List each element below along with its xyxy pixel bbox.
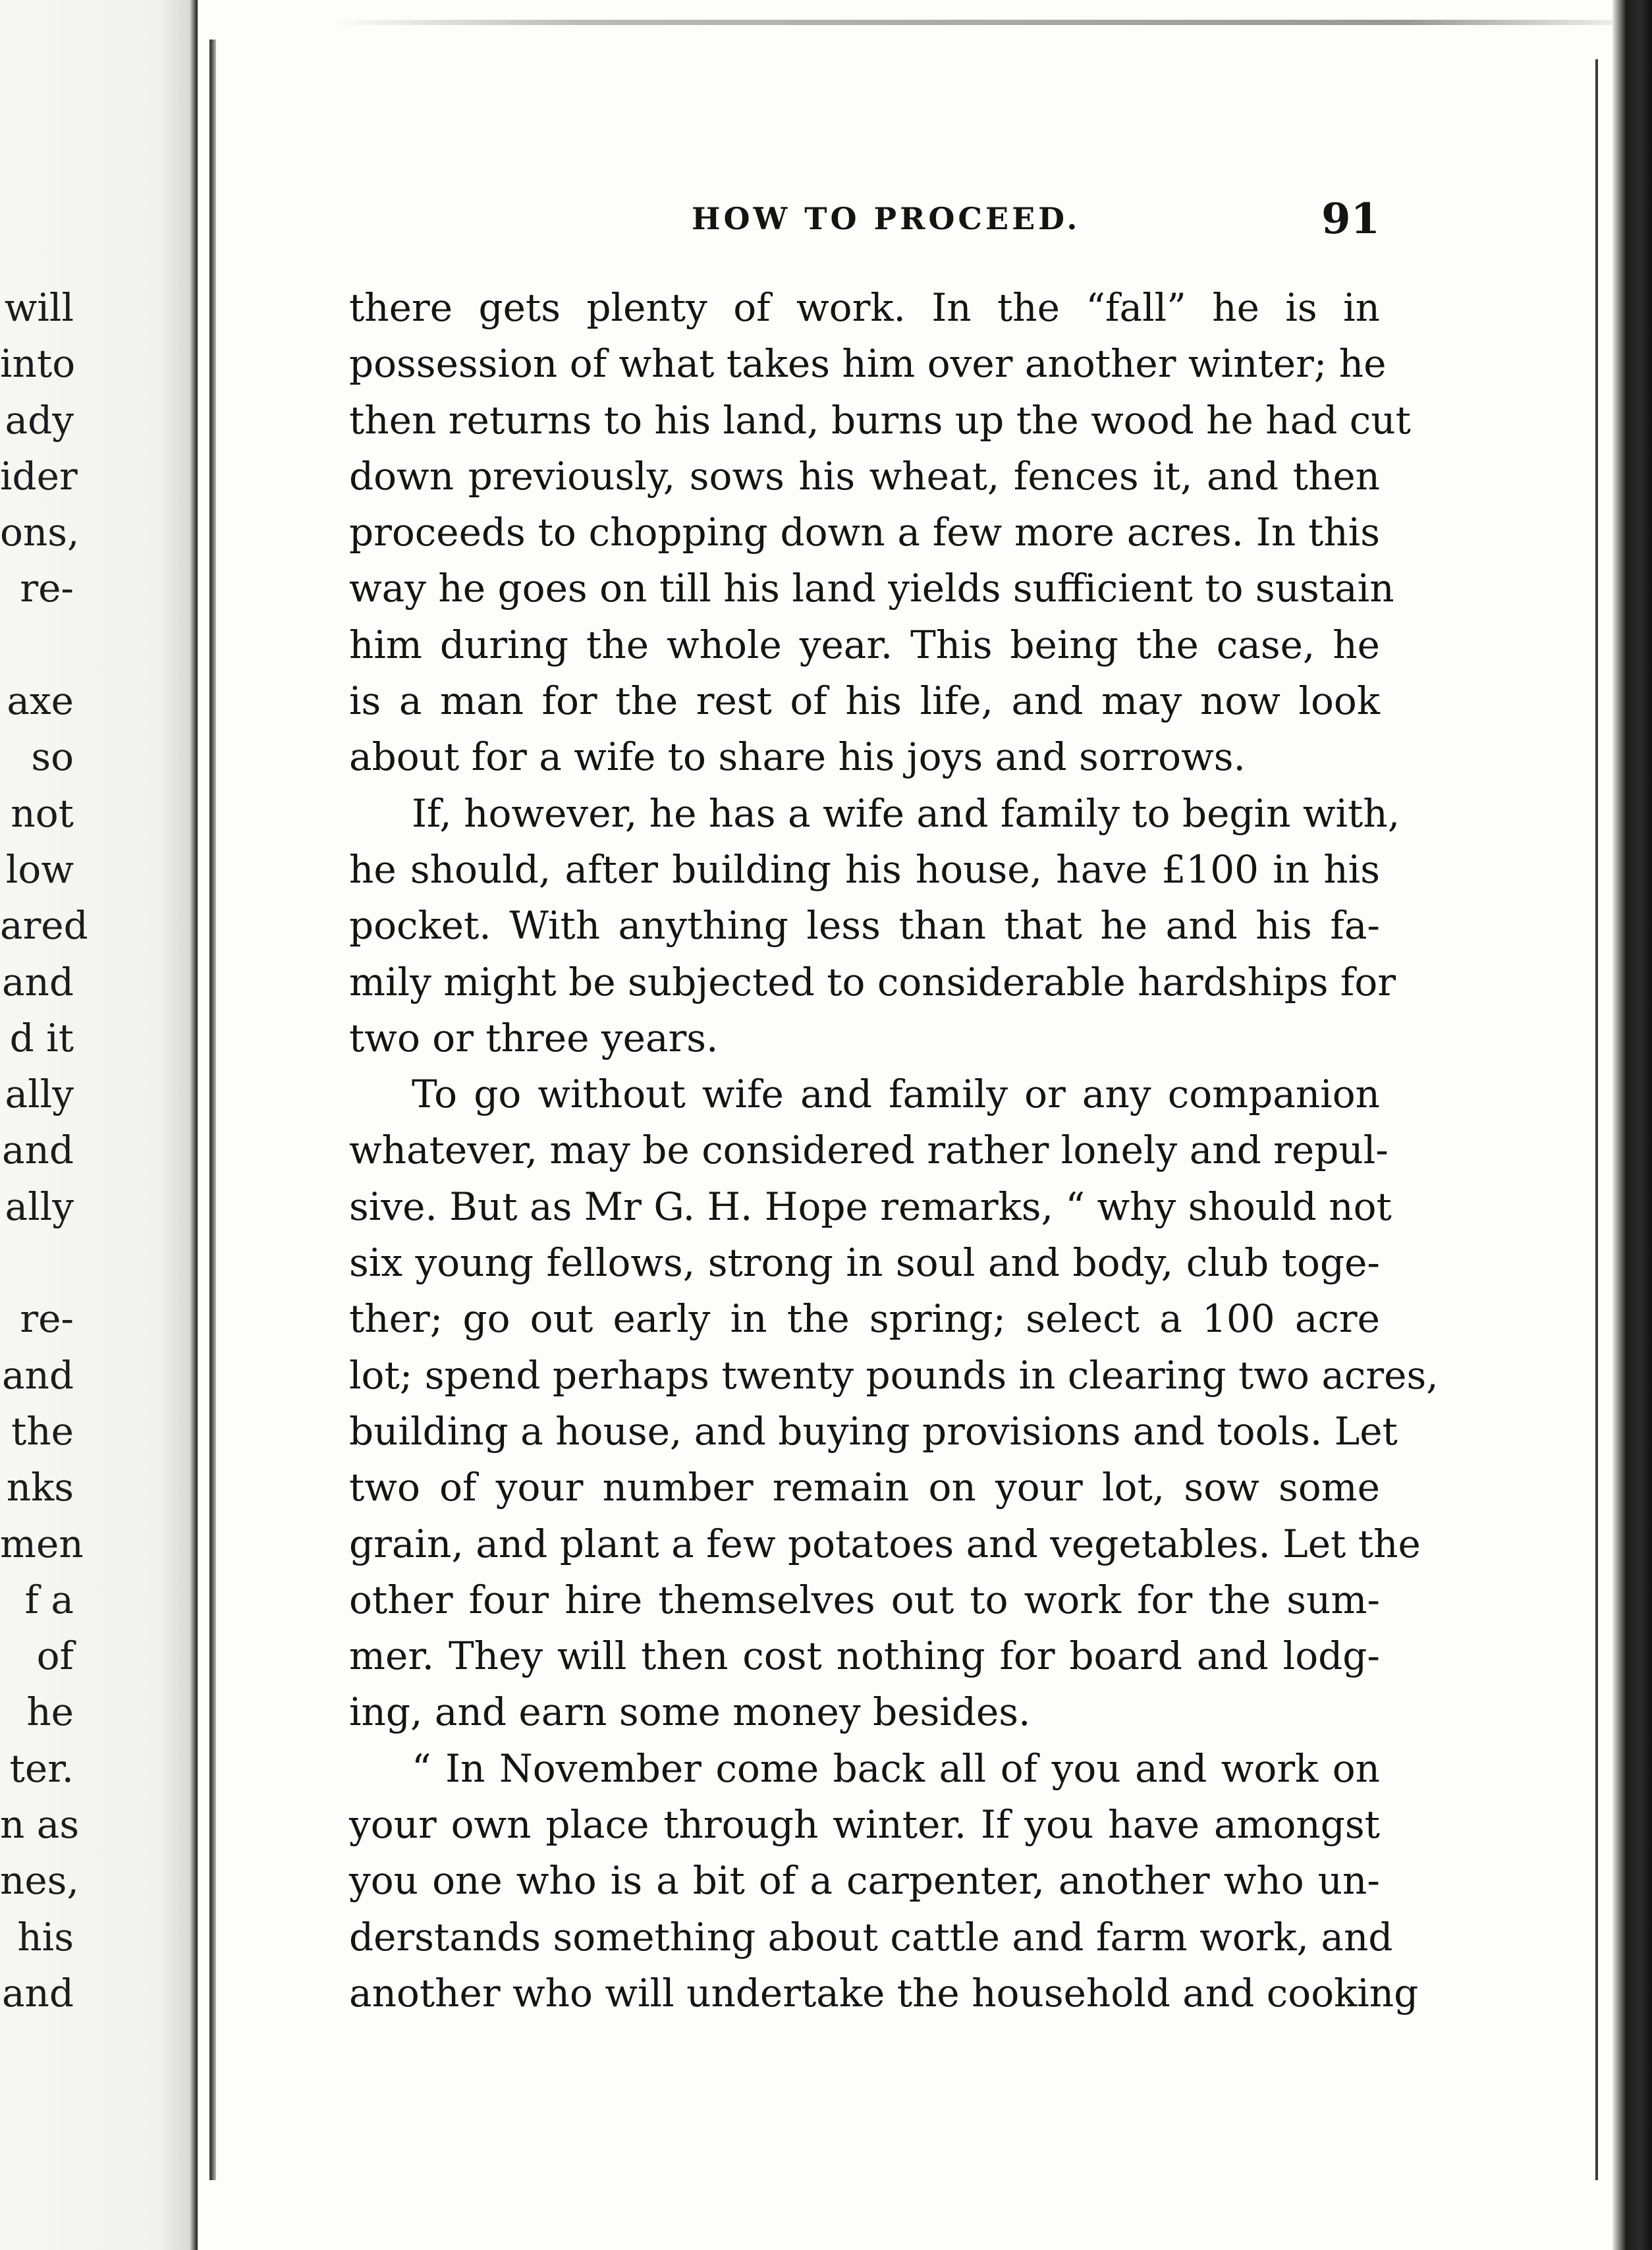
facing-page-fragment: will: [4, 285, 74, 330]
paragraph: [349, 786, 1400, 1066]
text-line: you one who is a bit of a carpenter, another who un-: [349, 1858, 1380, 1904]
page-gutter: [209, 40, 216, 2180]
facing-page-fragment: ons,: [0, 510, 80, 555]
facing-page-fragment: he: [26, 1689, 74, 1735]
text-line: six young fellows, strong in soul and body, club toge-: [349, 1240, 1380, 1286]
facing-page-fragment: not: [11, 790, 74, 836]
right-page-edge: [1612, 0, 1652, 2250]
text-line: him during the whole year. This being the case, he: [349, 622, 1380, 667]
paragraph: [349, 1066, 1439, 1741]
facing-page-fragment: f a: [24, 1577, 74, 1622]
page-number: 91: [1321, 194, 1380, 244]
text-line: ing, and earn some money besides.: [349, 1689, 1031, 1735]
text-line: another who will undertake the household and cooking: [349, 1970, 1419, 2016]
text-line: mer. They will then cost nothing for board and lodg-: [349, 1633, 1380, 1679]
text-line: sive. But as Mr G. H. Hope remarks, “ why should not: [349, 1184, 1392, 1229]
facing-page-fragment: ared: [0, 903, 88, 948]
paragraph: [349, 1741, 1419, 2021]
facing-page-fragment: men: [0, 1521, 84, 1566]
facing-page-fragment: nes,: [0, 1858, 79, 1904]
facing-page-fragment: nks: [6, 1465, 74, 1510]
text-line: there gets plenty of work. In the “fall” he is in: [349, 285, 1380, 330]
facing-page-fragment: low: [5, 846, 74, 892]
facing-page-fragment: so: [31, 734, 74, 780]
facing-page-fragment: axe: [7, 678, 74, 724]
text-line: If, however, he has a wife and family to begin with,: [412, 790, 1400, 836]
text-line: your own place through winter. If you have amongst: [349, 1802, 1380, 1848]
text-line: two of your number remain on your lot, sow some: [349, 1465, 1380, 1510]
text-line: derstands something about cattle and farm work, and: [349, 1914, 1393, 1960]
facing-page-fragment: ally: [5, 1072, 74, 1117]
facing-page-fragment: his: [17, 1914, 74, 1960]
paragraph: [349, 280, 1411, 786]
page-edge-line: [1595, 59, 1598, 2180]
facing-page-fragment: n as: [0, 1802, 80, 1848]
text-line: then returns to his land, burns up the wood he had cut: [349, 397, 1411, 443]
text-line: he should, after building his house, have £100 in his: [349, 846, 1380, 892]
facing-page-fragment: [0, 617, 74, 673]
text-line: proceeds to chopping down a few more acres. In this: [349, 510, 1380, 555]
text-line: way he goes on till his land yields sufficient to sustain: [349, 566, 1394, 611]
facing-page-fragment: of: [36, 1633, 74, 1679]
text-line: grain, and plant a few potatoes and vegetables. Let the: [349, 1521, 1421, 1566]
text-line: ther; go out early in the spring; select a 100 acre: [349, 1296, 1380, 1342]
facing-page-fragment: re-: [20, 566, 74, 611]
facing-page-fragment: and: [1, 1970, 74, 2016]
text-line: down previously, sows his wheat, fences it, and then: [349, 453, 1380, 499]
text-line: To go without wife and family or any companion: [412, 1072, 1380, 1117]
facing-page-fragment: ter.: [9, 1745, 74, 1791]
body-text: [349, 280, 1439, 2021]
facing-page-text-fragments: [0, 280, 88, 2021]
text-line: “ In November come back all of you and work on: [412, 1745, 1380, 1791]
facing-page-fragment: ider: [0, 453, 78, 499]
facing-page-fragment: and: [1, 959, 74, 1004]
text-line: lot; spend perhaps twenty pounds in clearing two acres,: [349, 1352, 1439, 1398]
facing-page-fragment: ally: [5, 1184, 74, 1229]
facing-page-fragment: d it: [9, 1015, 74, 1060]
page-header: [349, 194, 1380, 254]
text-line: whatever, may be considered rather lonely and repul-: [349, 1128, 1389, 1173]
text-line: about for a wife to share his joys and sorrows.: [349, 734, 1246, 780]
scan-edge-shadow: [0, 20, 1652, 25]
facing-page-fragment: and: [1, 1352, 74, 1398]
text-line: pocket. With anything less than that he and his fa-: [349, 903, 1380, 948]
text-line: building a house, and buying provisions and tools. Let: [349, 1408, 1398, 1454]
text-line: possession of what takes him over another winter; he: [349, 341, 1387, 387]
facing-page-fragment: ady: [5, 397, 74, 443]
facing-page-fragment: and: [1, 1128, 74, 1173]
running-head: HOW TO PROCEED.: [692, 201, 1081, 236]
text-line: other four hire themselves out to work for the sum-: [349, 1577, 1380, 1622]
text-line: is a man for the rest of his life, and may now look: [349, 678, 1380, 724]
facing-page-fragment: [0, 1235, 74, 1291]
facing-page-fragment: re-: [20, 1296, 74, 1342]
text-line: mily might be subjected to considerable hardships for: [349, 959, 1396, 1004]
text-line: two or three years.: [349, 1015, 719, 1060]
facing-page-fragment: into: [0, 341, 76, 387]
facing-page-fragment: the: [11, 1408, 74, 1454]
